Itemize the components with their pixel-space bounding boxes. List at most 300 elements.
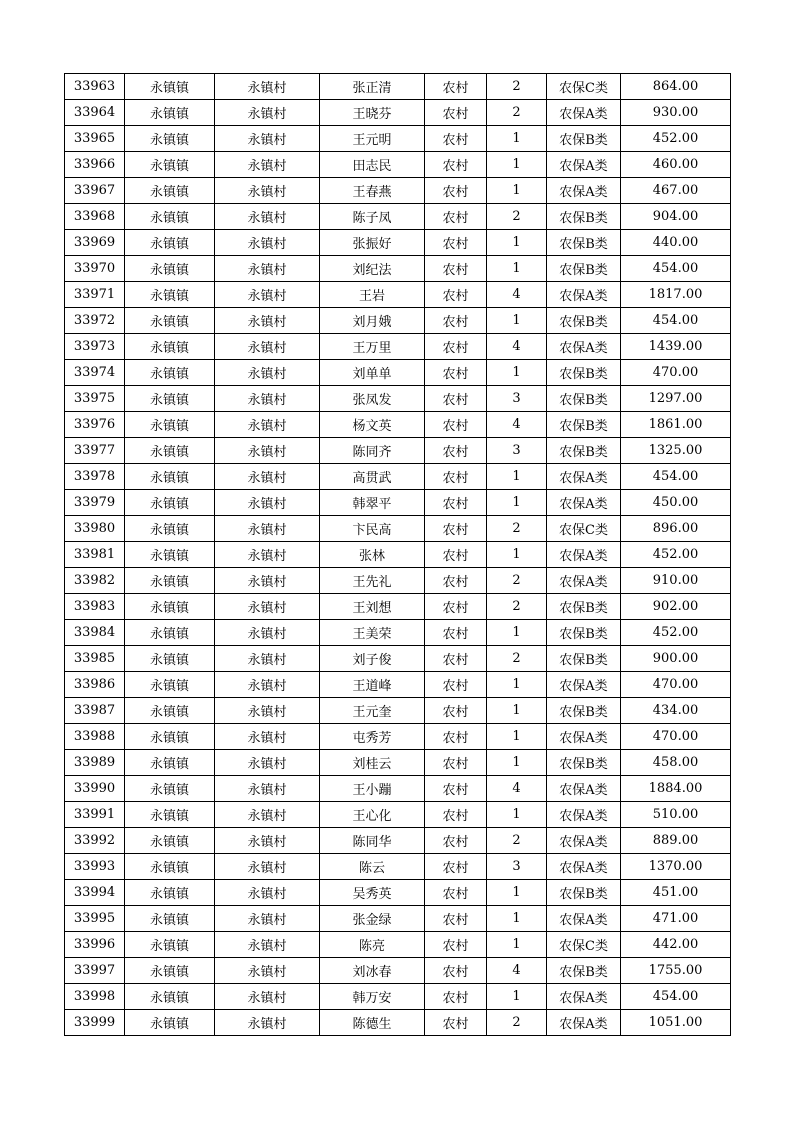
table-cell-type: 农村 <box>425 256 487 282</box>
table-row <box>65 854 731 880</box>
table-cell-id: 33974 <box>65 360 125 386</box>
table-cell-town: 永镇镇 <box>125 776 215 802</box>
table-row <box>65 724 731 750</box>
table-row <box>65 958 731 984</box>
table-cell-count: 3 <box>487 854 547 880</box>
table-cell-name: 张正清 <box>320 74 425 100</box>
table-cell-count: 1 <box>487 542 547 568</box>
table-cell-village: 永镇村 <box>215 126 320 152</box>
table-cell-category: 农保A类 <box>547 984 621 1010</box>
table-cell-amount: 930.00 <box>621 100 731 126</box>
table-cell-amount: 460.00 <box>621 152 731 178</box>
table-cell-name: 陈同齐 <box>320 438 425 464</box>
table-cell-town: 永镇镇 <box>125 906 215 932</box>
table-row <box>65 750 731 776</box>
table-cell-count: 1 <box>487 360 547 386</box>
table-cell-amount: 1051.00 <box>621 1010 731 1036</box>
table-cell-name: 韩万安 <box>320 984 425 1010</box>
table-cell-category: 农保B类 <box>547 594 621 620</box>
table-cell-village: 永镇村 <box>215 672 320 698</box>
table-cell-name: 刘单单 <box>320 360 425 386</box>
table-cell-type: 农村 <box>425 802 487 828</box>
table-cell-town: 永镇镇 <box>125 230 215 256</box>
table-cell-amount: 467.00 <box>621 178 731 204</box>
table-cell-type: 农村 <box>425 152 487 178</box>
table-cell-name: 陈同华 <box>320 828 425 854</box>
table-cell-name: 陈子凤 <box>320 204 425 230</box>
table-cell-id: 33971 <box>65 282 125 308</box>
table-cell-village: 永镇村 <box>215 178 320 204</box>
table-cell-type: 农村 <box>425 1010 487 1036</box>
table-cell-count: 2 <box>487 594 547 620</box>
table-cell-village: 永镇村 <box>215 74 320 100</box>
table-cell-category: 农保B类 <box>547 646 621 672</box>
table-cell-id: 33987 <box>65 698 125 724</box>
table-cell-town: 永镇镇 <box>125 438 215 464</box>
table-row <box>65 438 731 464</box>
table-cell-type: 农村 <box>425 698 487 724</box>
table-cell-id: 33976 <box>65 412 125 438</box>
table-cell-amount: 470.00 <box>621 724 731 750</box>
table-cell-category: 农保A类 <box>547 282 621 308</box>
table-cell-type: 农村 <box>425 516 487 542</box>
table-cell-type: 农村 <box>425 360 487 386</box>
table-cell-amount: 454.00 <box>621 256 731 282</box>
table-cell-count: 1 <box>487 906 547 932</box>
table-cell-type: 农村 <box>425 672 487 698</box>
table-cell-town: 永镇镇 <box>125 74 215 100</box>
table-cell-count: 2 <box>487 516 547 542</box>
table-cell-id: 33970 <box>65 256 125 282</box>
table-cell-type: 农村 <box>425 126 487 152</box>
table-cell-amount: 452.00 <box>621 620 731 646</box>
table-cell-category: 农保B类 <box>547 360 621 386</box>
table-row <box>65 178 731 204</box>
table-cell-name: 王万里 <box>320 334 425 360</box>
table-cell-amount: 454.00 <box>621 464 731 490</box>
table-cell-town: 永镇镇 <box>125 594 215 620</box>
table-cell-count: 1 <box>487 750 547 776</box>
table-cell-category: 农保B类 <box>547 256 621 282</box>
table-cell-count: 1 <box>487 178 547 204</box>
table-cell-name: 杨文英 <box>320 412 425 438</box>
table-cell-type: 农村 <box>425 932 487 958</box>
table-cell-village: 永镇村 <box>215 100 320 126</box>
table-cell-id: 33984 <box>65 620 125 646</box>
table-cell-village: 永镇村 <box>215 1010 320 1036</box>
table-cell-count: 4 <box>487 334 547 360</box>
table-cell-village: 永镇村 <box>215 568 320 594</box>
table-cell-name: 王先礼 <box>320 568 425 594</box>
table-cell-amount: 470.00 <box>621 360 731 386</box>
table-cell-type: 农村 <box>425 74 487 100</box>
table-cell-name: 陈云 <box>320 854 425 880</box>
table-cell-amount: 1297.00 <box>621 386 731 412</box>
table-cell-id: 33983 <box>65 594 125 620</box>
table-cell-village: 永镇村 <box>215 776 320 802</box>
table-cell-type: 农村 <box>425 984 487 1010</box>
table-row <box>65 698 731 724</box>
table-cell-id: 33996 <box>65 932 125 958</box>
table-cell-village: 永镇村 <box>215 880 320 906</box>
table-row <box>65 412 731 438</box>
table-cell-type: 农村 <box>425 724 487 750</box>
table-cell-town: 永镇镇 <box>125 152 215 178</box>
table-cell-count: 1 <box>487 126 547 152</box>
table-cell-type: 农村 <box>425 412 487 438</box>
table-cell-type: 农村 <box>425 776 487 802</box>
table-cell-village: 永镇村 <box>215 698 320 724</box>
table-cell-town: 永镇镇 <box>125 178 215 204</box>
table-cell-village: 永镇村 <box>215 334 320 360</box>
table-cell-category: 农保B类 <box>547 958 621 984</box>
table-cell-town: 永镇镇 <box>125 620 215 646</box>
table-cell-category: 农保A类 <box>547 178 621 204</box>
table-cell-id: 33995 <box>65 906 125 932</box>
table-row <box>65 802 731 828</box>
table-row <box>65 516 731 542</box>
table-row <box>65 386 731 412</box>
table-cell-type: 农村 <box>425 594 487 620</box>
table-cell-type: 农村 <box>425 854 487 880</box>
table-cell-amount: 904.00 <box>621 204 731 230</box>
table-cell-name: 刘桂云 <box>320 750 425 776</box>
table-cell-id: 33965 <box>65 126 125 152</box>
table-cell-village: 永镇村 <box>215 984 320 1010</box>
table-cell-amount: 900.00 <box>621 646 731 672</box>
table-cell-name: 王元明 <box>320 126 425 152</box>
table-cell-village: 永镇村 <box>215 490 320 516</box>
table-cell-amount: 1817.00 <box>621 282 731 308</box>
table-row <box>65 542 731 568</box>
table-cell-id: 33986 <box>65 672 125 698</box>
table-cell-id: 33979 <box>65 490 125 516</box>
table-row <box>65 100 731 126</box>
table-cell-name: 刘冰春 <box>320 958 425 984</box>
table-cell-type: 农村 <box>425 906 487 932</box>
table-cell-count: 1 <box>487 152 547 178</box>
table-cell-category: 农保A类 <box>547 828 621 854</box>
table-cell-name: 王晓芬 <box>320 100 425 126</box>
table-cell-count: 2 <box>487 204 547 230</box>
table-cell-village: 永镇村 <box>215 750 320 776</box>
table-cell-type: 农村 <box>425 958 487 984</box>
table-cell-type: 农村 <box>425 282 487 308</box>
table-row <box>65 672 731 698</box>
table-cell-village: 永镇村 <box>215 594 320 620</box>
subsidy-table-body <box>65 74 731 1036</box>
table-cell-name: 高贯武 <box>320 464 425 490</box>
table-cell-amount: 452.00 <box>621 542 731 568</box>
table-cell-id: 33977 <box>65 438 125 464</box>
table-cell-id: 33968 <box>65 204 125 230</box>
table-cell-village: 永镇村 <box>215 516 320 542</box>
table-cell-category: 农保A类 <box>547 490 621 516</box>
table-cell-id: 33975 <box>65 386 125 412</box>
table-cell-town: 永镇镇 <box>125 854 215 880</box>
table-cell-count: 1 <box>487 724 547 750</box>
table-cell-category: 农保C类 <box>547 516 621 542</box>
table-cell-name: 王小蹦 <box>320 776 425 802</box>
table-cell-category: 农保A类 <box>547 568 621 594</box>
table-cell-town: 永镇镇 <box>125 516 215 542</box>
table-cell-town: 永镇镇 <box>125 932 215 958</box>
table-cell-town: 永镇镇 <box>125 360 215 386</box>
table-cell-name: 张振好 <box>320 230 425 256</box>
table-cell-name: 刘子俊 <box>320 646 425 672</box>
table-cell-name: 王刘想 <box>320 594 425 620</box>
table-cell-amount: 452.00 <box>621 126 731 152</box>
table-row <box>65 204 731 230</box>
table-cell-type: 农村 <box>425 542 487 568</box>
table-cell-id: 33990 <box>65 776 125 802</box>
table-row <box>65 334 731 360</box>
table-cell-amount: 471.00 <box>621 906 731 932</box>
table-cell-amount: 451.00 <box>621 880 731 906</box>
table-cell-category: 农保B类 <box>547 126 621 152</box>
table-cell-count: 1 <box>487 672 547 698</box>
table-cell-town: 永镇镇 <box>125 490 215 516</box>
table-cell-id: 33978 <box>65 464 125 490</box>
table-cell-count: 1 <box>487 880 547 906</box>
table-cell-count: 2 <box>487 1010 547 1036</box>
table-cell-category: 农保A类 <box>547 802 621 828</box>
table-cell-amount: 1439.00 <box>621 334 731 360</box>
table-cell-category: 农保C类 <box>547 74 621 100</box>
table-cell-type: 农村 <box>425 750 487 776</box>
table-cell-type: 农村 <box>425 464 487 490</box>
table-cell-name: 卞民高 <box>320 516 425 542</box>
table-cell-village: 永镇村 <box>215 646 320 672</box>
table-cell-amount: 434.00 <box>621 698 731 724</box>
table-cell-count: 4 <box>487 958 547 984</box>
table-cell-type: 农村 <box>425 230 487 256</box>
table-cell-name: 吴秀英 <box>320 880 425 906</box>
table-cell-village: 永镇村 <box>215 906 320 932</box>
table-cell-name: 王春燕 <box>320 178 425 204</box>
table-cell-category: 农保C类 <box>547 932 621 958</box>
table-cell-village: 永镇村 <box>215 360 320 386</box>
table-cell-id: 33964 <box>65 100 125 126</box>
table-cell-name: 张金绿 <box>320 906 425 932</box>
table-cell-category: 农保A类 <box>547 100 621 126</box>
table-cell-amount: 889.00 <box>621 828 731 854</box>
table-cell-amount: 896.00 <box>621 516 731 542</box>
table-cell-id: 33985 <box>65 646 125 672</box>
table-cell-village: 永镇村 <box>215 438 320 464</box>
table-cell-count: 3 <box>487 386 547 412</box>
table-row <box>65 776 731 802</box>
table-cell-count: 1 <box>487 464 547 490</box>
table-cell-name: 王美荣 <box>320 620 425 646</box>
table-cell-id: 33989 <box>65 750 125 776</box>
table-cell-category: 农保A类 <box>547 334 621 360</box>
table-cell-town: 永镇镇 <box>125 958 215 984</box>
table-cell-id: 33993 <box>65 854 125 880</box>
table-cell-amount: 454.00 <box>621 308 731 334</box>
table-cell-town: 永镇镇 <box>125 204 215 230</box>
table-cell-category: 农保A类 <box>547 152 621 178</box>
table-cell-town: 永镇镇 <box>125 256 215 282</box>
table-cell-category: 农保B类 <box>547 308 621 334</box>
table-cell-category: 农保B类 <box>547 880 621 906</box>
table-cell-category: 农保B类 <box>547 230 621 256</box>
table-cell-count: 1 <box>487 490 547 516</box>
table-cell-amount: 1325.00 <box>621 438 731 464</box>
table-cell-village: 永镇村 <box>215 256 320 282</box>
table-cell-category: 农保A类 <box>547 776 621 802</box>
table-cell-town: 永镇镇 <box>125 386 215 412</box>
table-cell-count: 2 <box>487 646 547 672</box>
table-row <box>65 74 731 100</box>
table-cell-name: 张林 <box>320 542 425 568</box>
table-row <box>65 594 731 620</box>
table-cell-village: 永镇村 <box>215 958 320 984</box>
table-cell-category: 农保A类 <box>547 906 621 932</box>
table-cell-town: 永镇镇 <box>125 828 215 854</box>
table-cell-name: 王元奎 <box>320 698 425 724</box>
table-cell-category: 农保B类 <box>547 438 621 464</box>
table-cell-amount: 1370.00 <box>621 854 731 880</box>
table-cell-category: 农保B类 <box>547 620 621 646</box>
table-cell-category: 农保A类 <box>547 854 621 880</box>
table-row <box>65 646 731 672</box>
table-cell-town: 永镇镇 <box>125 646 215 672</box>
table-cell-village: 永镇村 <box>215 152 320 178</box>
table-cell-town: 永镇镇 <box>125 880 215 906</box>
table-cell-category: 农保B类 <box>547 698 621 724</box>
table-cell-count: 2 <box>487 828 547 854</box>
table-cell-count: 1 <box>487 620 547 646</box>
table-cell-village: 永镇村 <box>215 204 320 230</box>
table-cell-name: 韩翠平 <box>320 490 425 516</box>
table-cell-town: 永镇镇 <box>125 412 215 438</box>
table-cell-count: 1 <box>487 698 547 724</box>
table-cell-type: 农村 <box>425 646 487 672</box>
table-cell-amount: 454.00 <box>621 984 731 1010</box>
table-cell-amount: 510.00 <box>621 802 731 828</box>
table-cell-town: 永镇镇 <box>125 672 215 698</box>
table-cell-id: 33969 <box>65 230 125 256</box>
table-cell-village: 永镇村 <box>215 464 320 490</box>
table-cell-count: 2 <box>487 568 547 594</box>
table-cell-village: 永镇村 <box>215 282 320 308</box>
table-cell-category: 农保A类 <box>547 672 621 698</box>
table-cell-count: 1 <box>487 256 547 282</box>
table-cell-count: 4 <box>487 412 547 438</box>
table-cell-count: 4 <box>487 282 547 308</box>
table-cell-id: 33963 <box>65 74 125 100</box>
table-row <box>65 282 731 308</box>
subsidy-table <box>64 73 731 1036</box>
table-row <box>65 360 731 386</box>
table-row <box>65 620 731 646</box>
table-cell-count: 3 <box>487 438 547 464</box>
table-cell-village: 永镇村 <box>215 308 320 334</box>
table-cell-amount: 470.00 <box>621 672 731 698</box>
table-cell-amount: 440.00 <box>621 230 731 256</box>
table-row <box>65 126 731 152</box>
table-row <box>65 568 731 594</box>
table-cell-type: 农村 <box>425 620 487 646</box>
table-cell-amount: 864.00 <box>621 74 731 100</box>
table-cell-id: 33991 <box>65 802 125 828</box>
table-row <box>65 984 731 1010</box>
table-cell-type: 农村 <box>425 880 487 906</box>
table-cell-category: 农保B类 <box>547 412 621 438</box>
table-cell-count: 1 <box>487 230 547 256</box>
table-cell-amount: 1884.00 <box>621 776 731 802</box>
table-cell-id: 33966 <box>65 152 125 178</box>
table-cell-town: 永镇镇 <box>125 1010 215 1036</box>
table-cell-village: 永镇村 <box>215 854 320 880</box>
table-cell-village: 永镇村 <box>215 386 320 412</box>
table-cell-amount: 458.00 <box>621 750 731 776</box>
table-cell-category: 农保A类 <box>547 1010 621 1036</box>
table-row <box>65 464 731 490</box>
table-cell-town: 永镇镇 <box>125 542 215 568</box>
table-cell-amount: 450.00 <box>621 490 731 516</box>
table-cell-category: 农保A类 <box>547 724 621 750</box>
table-cell-village: 永镇村 <box>215 828 320 854</box>
table-cell-village: 永镇村 <box>215 724 320 750</box>
table-cell-village: 永镇村 <box>215 620 320 646</box>
table-cell-count: 4 <box>487 776 547 802</box>
table-cell-category: 农保B类 <box>547 204 621 230</box>
table-cell-village: 永镇村 <box>215 932 320 958</box>
table-cell-type: 农村 <box>425 178 487 204</box>
table-cell-name: 陈德生 <box>320 1010 425 1036</box>
table-cell-town: 永镇镇 <box>125 334 215 360</box>
table-row <box>65 490 731 516</box>
table-cell-type: 农村 <box>425 308 487 334</box>
table-cell-town: 永镇镇 <box>125 568 215 594</box>
table-cell-name: 王心化 <box>320 802 425 828</box>
table-row <box>65 828 731 854</box>
table-cell-id: 33972 <box>65 308 125 334</box>
table-cell-type: 农村 <box>425 828 487 854</box>
table-row <box>65 152 731 178</box>
table-cell-count: 1 <box>487 802 547 828</box>
table-cell-id: 33988 <box>65 724 125 750</box>
table-cell-village: 永镇村 <box>215 412 320 438</box>
table-cell-type: 农村 <box>425 100 487 126</box>
table-cell-name: 刘纪法 <box>320 256 425 282</box>
table-cell-count: 1 <box>487 984 547 1010</box>
table-cell-name: 田志民 <box>320 152 425 178</box>
table-cell-id: 33967 <box>65 178 125 204</box>
table-cell-category: 农保A类 <box>547 464 621 490</box>
table-cell-village: 永镇村 <box>215 802 320 828</box>
table-cell-amount: 1755.00 <box>621 958 731 984</box>
table-cell-town: 永镇镇 <box>125 308 215 334</box>
table-cell-count: 1 <box>487 932 547 958</box>
table-row <box>65 932 731 958</box>
table-cell-category: 农保B类 <box>547 386 621 412</box>
table-cell-type: 农村 <box>425 568 487 594</box>
table-row <box>65 906 731 932</box>
table-row <box>65 256 731 282</box>
table-row <box>65 1010 731 1036</box>
table-cell-village: 永镇村 <box>215 542 320 568</box>
table-cell-town: 永镇镇 <box>125 984 215 1010</box>
table-cell-amount: 910.00 <box>621 568 731 594</box>
table-cell-town: 永镇镇 <box>125 126 215 152</box>
table-cell-name: 刘月娥 <box>320 308 425 334</box>
table-cell-name: 屯秀芳 <box>320 724 425 750</box>
table-row <box>65 230 731 256</box>
table-cell-id: 33999 <box>65 1010 125 1036</box>
